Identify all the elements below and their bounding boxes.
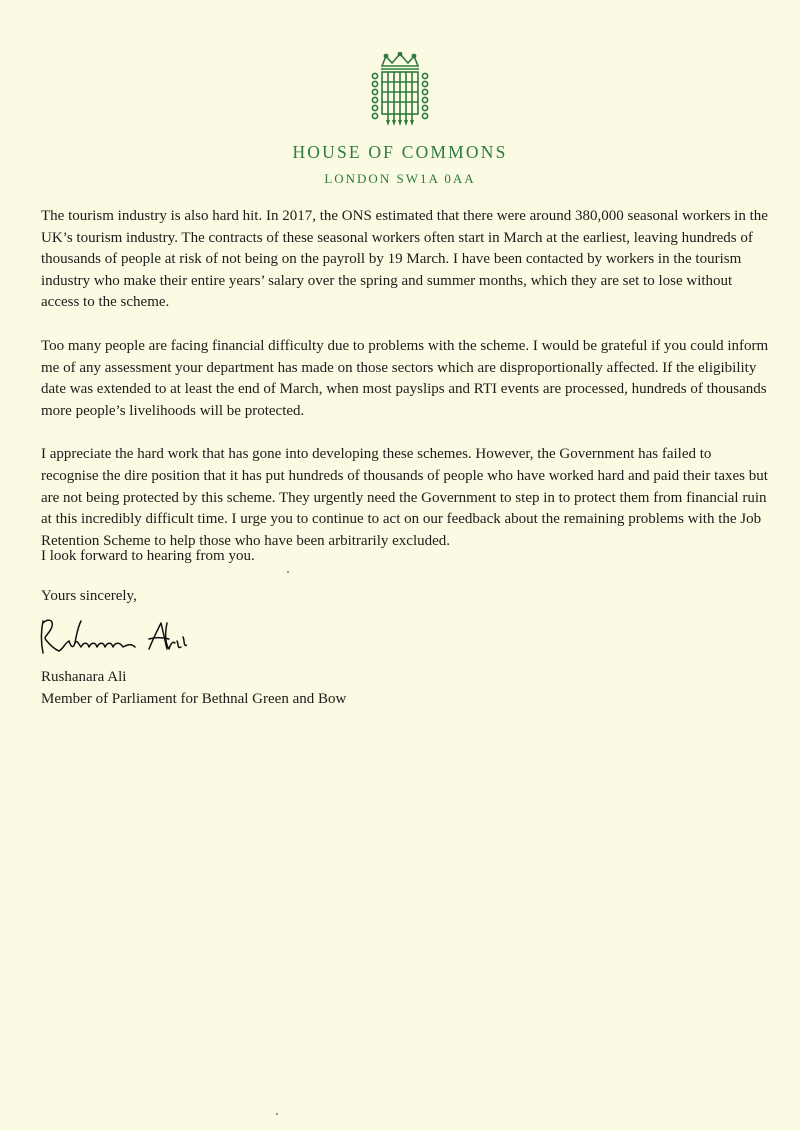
house-address: LONDON SW1A 0AA (324, 171, 476, 186)
letterhead (0, 52, 800, 187)
scan-speck (287, 571, 289, 573)
letter-closing (41, 546, 541, 710)
paragraph-financial-difficulty: Too many people are facing financial difficulty due to problems with the scheme. I would be grateful if you could inform me of any assessment your department has made on those sectors which are disproportionally affected. If the eligibility date was extended to at least the end of March, when most payslips and RTI events are processed, hundreds of thousands more people’s livelihoods will be protected. (41, 337, 769, 419)
scan-speck (276, 1113, 278, 1115)
look-forward-line: I look forward to hearing from you. (41, 548, 255, 564)
paragraph-tourism: The tourism industry is also hard hit. In 2017, the ONS estimated that there were around 380,000 seasonal workers in the UK’s tourism industry. The contracts of these seasonal workers often start in March at the earliest, leaving hundreds of thousands of people at risk of not being on the payroll by 19 March. I have been contacted by workers in the tourism industry who make their entire years’ salary over the spring and summer months, which they are set to lose without access to the scheme. (41, 208, 768, 311)
house-name: HOUSE OF COMMONS (292, 142, 508, 162)
portcullis-icon (368, 52, 432, 130)
sign-off: Yours sincerely, (41, 587, 137, 604)
handwritten-signature (37, 613, 187, 663)
signer-role: Member of Parliament for Bethnal Green and Bow (41, 690, 347, 707)
paragraph-appreciation: I appreciate the hard work that has gone into developing these schemes. However, the Government has failed to recognise the dire position that it has put hundreds of thousands of people who have worked hard and paid their taxes but are not being protected by this scheme. They urgently need the Government to step in to protect them from financial ruin at this incredibly difficult time. I urge you to continue to act on our feedback about the remaining problems with the Job Retention Scheme to help those who have been arbitrarily excluded. (41, 446, 768, 549)
signer-name: Rushanara Ali (41, 669, 127, 686)
letter-body (41, 206, 771, 574)
